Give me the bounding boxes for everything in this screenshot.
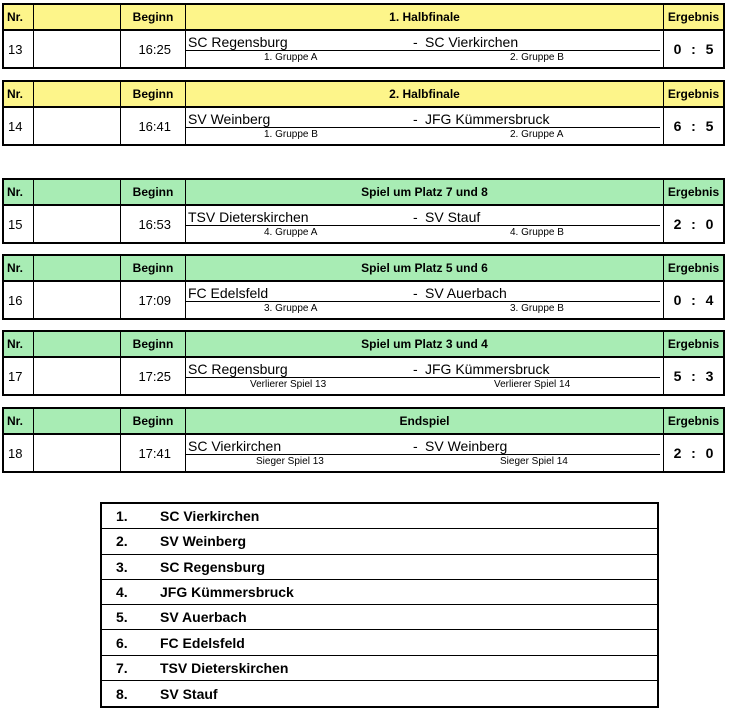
score-separator: : <box>691 118 696 134</box>
team-away-origin: 3. Gruppe B <box>510 303 564 314</box>
score-separator: : <box>691 445 696 461</box>
ranking-team: TSV Dieterskirchen <box>160 659 289 676</box>
beginn-header: Beginn <box>121 332 186 356</box>
team-away: SV Weinberg <box>425 438 508 454</box>
game-row <box>4 108 723 144</box>
beginn-header: Beginn <box>121 180 186 204</box>
result <box>664 358 723 394</box>
game-title: Endspiel <box>186 409 664 433</box>
ranking-row <box>102 681 657 706</box>
match-divider <box>186 454 660 455</box>
score-away: 5 <box>705 41 714 57</box>
start-time: 17:09 <box>121 282 186 318</box>
ergebnis-header: Ergebnis <box>667 87 720 101</box>
team-home: FC Edelsfeld <box>188 285 269 301</box>
game-block-13 <box>2 3 725 69</box>
score-away: 5 <box>705 118 714 134</box>
game-block-18 <box>2 407 725 473</box>
match-divider <box>186 225 660 226</box>
ranking-row <box>102 580 657 605</box>
ranking-row <box>102 504 657 529</box>
ranking-team: JFG Kümmersbruck <box>160 584 294 601</box>
game-row <box>4 206 723 242</box>
team-away-origin: Verlierer Spiel 14 <box>494 379 571 390</box>
ranking-position: 1. <box>116 508 128 525</box>
game-number: 13 <box>4 31 34 67</box>
blank-cell <box>34 435 121 471</box>
ergebnis-header: Ergebnis <box>667 185 720 199</box>
score-home: 0 <box>673 292 682 308</box>
nr-header: Nr. <box>4 180 34 204</box>
game-header <box>4 332 723 358</box>
match-divider <box>186 377 660 378</box>
ergebnis-header: Ergebnis <box>667 414 720 428</box>
ranking-team: SC Vierkirchen <box>160 508 260 525</box>
team-separator: - <box>413 111 418 127</box>
game-header <box>4 82 723 108</box>
game-header <box>4 180 723 206</box>
beginn-header: Beginn <box>121 409 186 433</box>
ergebnis-header: Ergebnis <box>667 337 720 351</box>
team-away-origin: Sieger Spiel 14 <box>500 456 568 467</box>
score-home: 5 <box>673 368 682 384</box>
ranking-position: 4. <box>116 584 128 601</box>
team-separator: - <box>413 361 418 377</box>
game-number: 15 <box>4 206 34 242</box>
start-time: 16:53 <box>121 206 186 242</box>
match-divider <box>186 50 660 51</box>
game-number: 18 <box>4 435 34 471</box>
ranking-row <box>102 555 657 580</box>
ergebnis-header: Ergebnis <box>667 261 720 275</box>
score-away: 3 <box>705 368 714 384</box>
blank-header <box>34 256 121 280</box>
match-cell <box>186 108 664 144</box>
game-title: Spiel um Platz 7 und 8 <box>186 180 664 204</box>
ranking-row <box>102 656 657 681</box>
game-title: Spiel um Platz 3 und 4 <box>186 332 664 356</box>
team-home-origin: Verlierer Spiel 13 <box>250 379 327 390</box>
result <box>664 108 723 144</box>
team-away: SC Vierkirchen <box>425 34 519 50</box>
blank-cell <box>34 108 121 144</box>
team-separator: - <box>413 209 418 225</box>
nr-header: Nr. <box>4 409 34 433</box>
score-home: 2 <box>673 216 682 232</box>
blank-header <box>34 180 121 204</box>
score-home: 6 <box>673 118 682 134</box>
team-separator: - <box>413 285 418 301</box>
beginn-header: Beginn <box>121 5 186 29</box>
score-separator: : <box>691 292 696 308</box>
team-home: SC Vierkirchen <box>188 438 282 454</box>
beginn-header: Beginn <box>121 82 186 106</box>
nr-header: Nr. <box>4 82 34 106</box>
ergebnis-header: Ergebnis <box>667 10 720 24</box>
game-row <box>4 31 723 67</box>
team-away: SV Stauf <box>425 209 481 225</box>
game-block-16 <box>2 254 725 320</box>
game-title: 2. Halbfinale <box>186 82 664 106</box>
team-home-origin: 3. Gruppe A <box>264 303 318 314</box>
score-away: 4 <box>705 292 714 308</box>
ranking-row <box>102 529 657 554</box>
game-number: 14 <box>4 108 34 144</box>
match-cell <box>186 358 664 394</box>
team-home-origin: 1. Gruppe A <box>264 52 318 63</box>
start-time: 17:41 <box>121 435 186 471</box>
ranking-position: 6. <box>116 634 128 651</box>
team-separator: - <box>413 34 418 50</box>
team-home: SC Regensburg <box>188 34 288 50</box>
blank-header <box>34 5 121 29</box>
team-home: TSV Dieterskirchen <box>188 209 309 225</box>
start-time: 17:25 <box>121 358 186 394</box>
match-cell <box>186 282 664 318</box>
ranking-position: 2. <box>116 533 128 550</box>
ranking-team: SV Auerbach <box>160 609 247 626</box>
team-away: SV Auerbach <box>425 285 507 301</box>
ranking-row <box>102 630 657 655</box>
result <box>664 31 723 67</box>
team-home-origin: 4. Gruppe A <box>264 227 318 238</box>
match-divider <box>186 301 660 302</box>
score-home: 2 <box>673 445 682 461</box>
game-header <box>4 409 723 435</box>
game-block-17 <box>2 330 725 396</box>
game-row <box>4 282 723 318</box>
nr-header: Nr. <box>4 332 34 356</box>
blank-cell <box>34 206 121 242</box>
start-time: 16:41 <box>121 108 186 144</box>
ranking-row <box>102 605 657 630</box>
team-home-origin: 1. Gruppe B <box>264 129 318 140</box>
ranking-team: SV Weinberg <box>160 533 247 550</box>
game-row <box>4 358 723 394</box>
team-home-origin: Sieger Spiel 13 <box>256 456 324 467</box>
team-away-origin: 2. Gruppe A <box>510 129 564 140</box>
blank-cell <box>34 31 121 67</box>
score-separator: : <box>691 41 696 57</box>
game-block-14 <box>2 80 725 146</box>
score-home: 0 <box>673 41 682 57</box>
game-row <box>4 435 723 471</box>
match-divider <box>186 127 660 128</box>
team-away: JFG Kümmersbruck <box>425 111 550 127</box>
score-away: 0 <box>705 445 714 461</box>
score-separator: : <box>691 216 696 232</box>
ranking-team: SV Stauf <box>160 685 218 702</box>
score-separator: : <box>691 368 696 384</box>
result <box>664 435 723 471</box>
blank-header <box>34 332 121 356</box>
nr-header: Nr. <box>4 5 34 29</box>
ranking-position: 3. <box>116 558 128 575</box>
ranking-team: SC Regensburg <box>160 558 266 575</box>
ranking-position: 5. <box>116 609 128 626</box>
final-ranking-table <box>100 502 659 708</box>
match-cell <box>186 206 664 242</box>
team-away-origin: 2. Gruppe B <box>510 52 564 63</box>
ranking-position: 7. <box>116 659 128 676</box>
team-home: SV Weinberg <box>188 111 271 127</box>
game-number: 17 <box>4 358 34 394</box>
team-away-origin: 4. Gruppe B <box>510 227 564 238</box>
result <box>664 206 723 242</box>
team-separator: - <box>413 438 418 454</box>
game-block-15 <box>2 178 725 244</box>
team-home: SC Regensburg <box>188 361 288 377</box>
game-title: 1. Halbfinale <box>186 5 664 29</box>
match-cell <box>186 435 664 471</box>
game-header <box>4 5 723 31</box>
nr-header: Nr. <box>4 256 34 280</box>
ranking-team: FC Edelsfeld <box>160 634 245 651</box>
game-title: Spiel um Platz 5 und 6 <box>186 256 664 280</box>
match-cell <box>186 31 664 67</box>
team-away: JFG Kümmersbruck <box>425 361 550 377</box>
score-away: 0 <box>705 216 714 232</box>
ranking-position: 8. <box>116 685 128 702</box>
beginn-header: Beginn <box>121 256 186 280</box>
blank-header <box>34 82 121 106</box>
blank-cell <box>34 358 121 394</box>
result <box>664 282 723 318</box>
start-time: 16:25 <box>121 31 186 67</box>
game-header <box>4 256 723 282</box>
game-number: 16 <box>4 282 34 318</box>
blank-header <box>34 409 121 433</box>
blank-cell <box>34 282 121 318</box>
